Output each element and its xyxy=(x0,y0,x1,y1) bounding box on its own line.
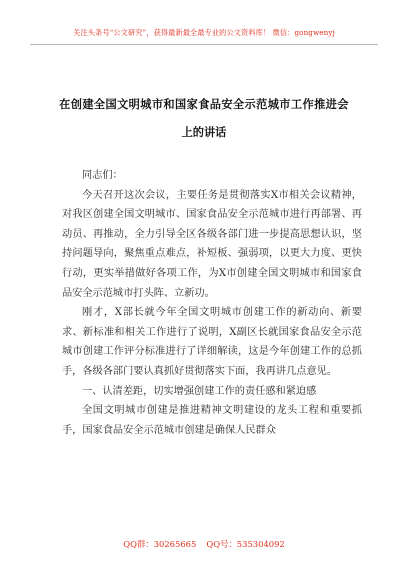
paragraph-review: 刚才，X部长就今年全国文明城市创建工作的新动向、新要求、新标准和相关工作进行了说明，X副区长就国家食品安全示范城市创建工作评分标准进行了详细解读，这是今年创建工作的总抓手，各级各部门要认真抓好贯彻落实下面，我再讲几点意见。 xyxy=(62,307,362,377)
document-title: 在创建全国文明城市和国家食品安全示范城市工作推进会 xyxy=(59,97,349,111)
document-subtitle: 上的讲话 xyxy=(181,125,227,139)
greeting: 同志们： xyxy=(82,170,123,181)
section-heading-one: 一、认清差距，切实增强创建工作的责任感和紧迫感 xyxy=(82,385,317,397)
document-body xyxy=(62,166,362,440)
footer-qq-group: QQ群：30265665 xyxy=(123,539,197,549)
footer-contact xyxy=(0,538,408,550)
header-banner: 关注头条号“公文研究”，获得最新最全最专业的公文资料库！ 微信：gongwenyj xyxy=(73,28,335,37)
header-divider xyxy=(30,44,378,45)
paragraph-section-one: 全国文明城市创建是推进精神文明建设的龙头工程和重要抓手，国家食品安全示范城市创建是确保人民群众 xyxy=(62,405,362,436)
footer-qq-number: QQ号：535304092 xyxy=(206,539,285,549)
paragraph-opening: 今天召开这次会议，主要任务是贯彻落实X市相关会议精神，对我区创建全国文明城市、国家食品安全示范城市进行再部署、再动员、再推动，全力引导全区各级各部门进一步提高思想认识，坚持问题导向，聚焦重点难点，补短板、强弱项，以更大力度、更快行动，更实举措做好各项工作，为X市创建全国文明城市和国家食品安全示范城市打头阵、立新功。 xyxy=(62,189,362,299)
